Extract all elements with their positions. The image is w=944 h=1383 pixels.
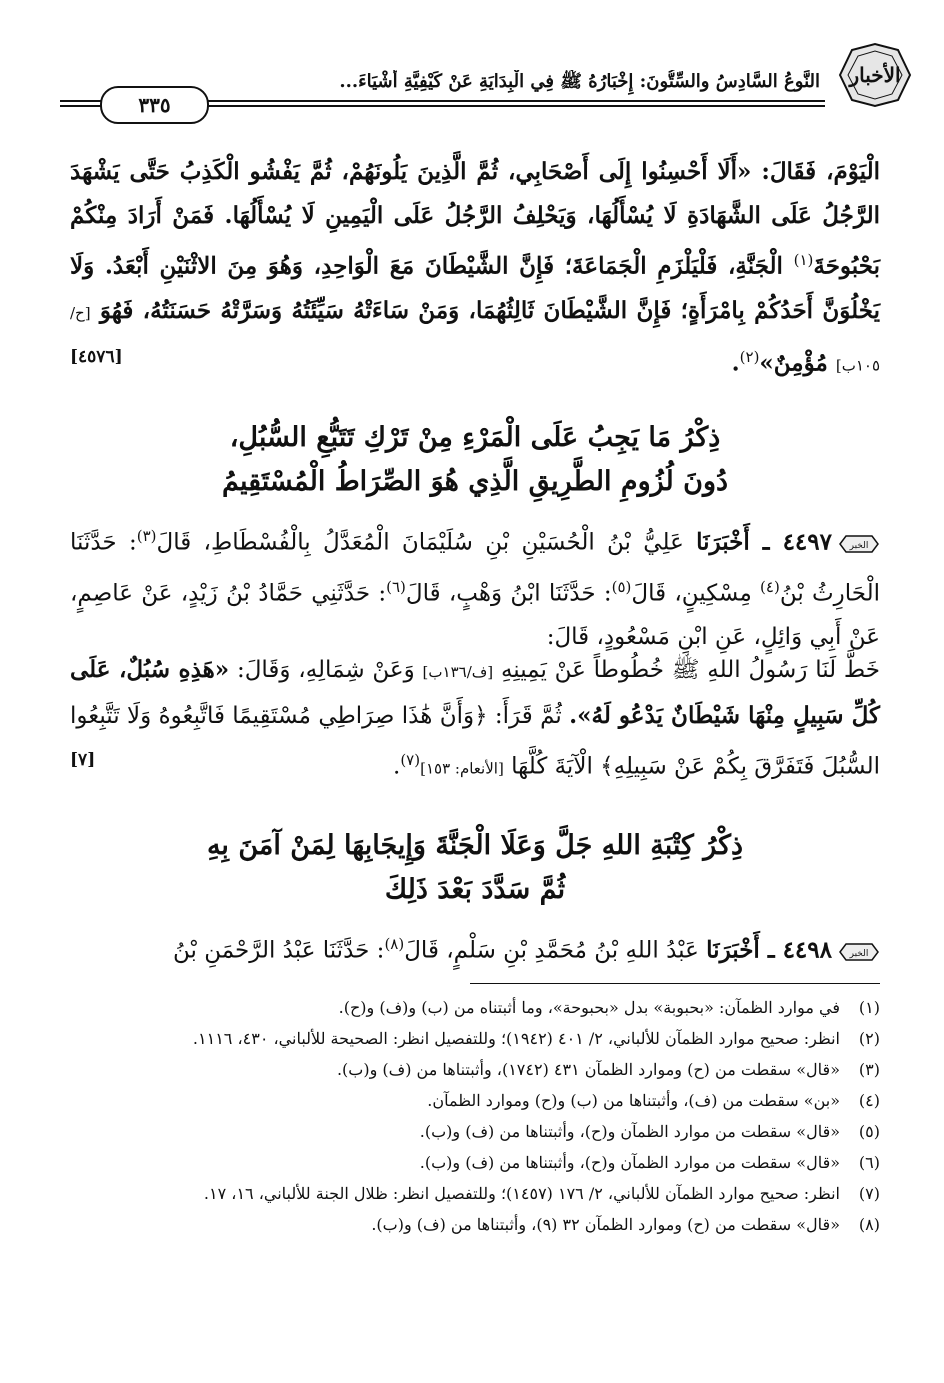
svg-text:الخبر: الخبر [849,948,869,959]
intro-text: الْجَنَّةِ، فَلْيَلْزَمِ الْجَمَاعَةَ؛ فَإِنَّ الشَّيْطَانَ مَعَ الْوَاحِدِ، وَهُوَ مِنَ الاثْنَيْنِ أَبْعَدُ. وَلَا يَخْلُوَنَّ أَحَدُكُمْ بِامْرَأَةٍ؛ فَإِنَّ الشَّيْطَانَ ثَالِثُهُمَا، وَمَنْ سَاءَتْهُ سَيِّئَتُهُ وَسَرَّتْهُ حَسَنَتُهُ، فَهُوَ [70,252,880,324]
footnote-number: (٨) [858,1215,880,1234]
matn-text: خَطَّ لَنَا رَسُولُ اللهِ ﷺ خُطُوطاً عَنْ يَمِينِهِ [500,657,880,683]
prophetic-saying: «هَذِهِ سُبُلٌ، عَلَى كُلِّ سَبِيلٍ مِنْهَا شَيْطَانٌ يَدْعُو لَهُ». [70,656,880,729]
footnote-text: «قال» سقطت من موارد الظمآن و(ح)، وأثبتناها من (ف) و(ب). [419,1122,840,1141]
section-heading-line: دُونَ لُزُومِ الطَّرِيقِ الَّذِي هُوَ الصِّرَاطُ الْمُسْتَقِيمُ [221,466,729,497]
footnote-ref: (٧) [400,751,421,769]
isnad-text: : حَدَّثَنَا عَبْدُ الرَّحْمَنِ بْنُ [173,937,385,964]
chapter-badge [830,40,920,110]
matn-text: الْآيَةَ كُلَّهَا [503,753,601,780]
footnote-text: «قال» سقطت من موارد الظمآن و(ح)، وأثبتناها من (ف) و(ب). [419,1153,840,1172]
isnad-text: : حَدَّثَنَا الْحَارِثُ بْنُ [70,529,881,607]
svg-text:الخبر: الخبر [849,540,869,551]
akhbar-ornament-icon [838,533,880,555]
footnote-number: (٢) [858,1029,880,1048]
intro-text: مُؤْمِنٌ» [759,349,836,377]
badge-label: الأخبار [849,63,901,87]
hadith-ref: [٤٥٧٦] [70,346,123,367]
footnote-text: «قال» سقطت من (ح) وموارد الظمآن ٤٣١ (١٧٤٢)، وأثبتناها من (ف) و(ب). [336,1060,840,1079]
hadith-4497-matn: خَطَّ لَنَا رَسُولُ اللهِ ﷺ خُطُوطاً عَنْ يَمِينِهِ [ف/١٣٦ب] وَعَنْ شِمَالِهِ، وَقَالَ: «هَذِهِ سُبُلٌ، عَلَى كُلِّ سَبِيلٍ مِنْهَا شَيْطَانٌ يَدْعُو لَهُ». ثُمَّ قَرَأَ: ﴿وَأَنَّ هَٰذَا صِرَاطِي مُسْتَقِيمًا فَاتَّبِعُوهُ وَلَا تَتَّبِعُوا السُّبُلَ فَتَفَرَّقَ بِكُمْ عَنْ سَبِيلِهِ﴾ الْآيَةَ كُلَّهَا [الأنعام: ١٥٣]$^{(٧)}$. [٧] [70,648,880,791]
hadith-4498-isnad [70,922,880,973]
footnote-number: (٧) [858,1184,880,1203]
section-heading-2 [70,824,880,912]
footnote-item [70,1117,880,1146]
isnad-text: : حَدَّثَنِي حَمَّادُ بْنُ زَيْدٍ، عَنْ عَاصِمٍ، عَنْ أَبِي وَائِلٍ، عَنِ ابْنِ مَسْعُودٍ، قَالَ: [70,580,880,651]
intro-paragraph: الْيَوْمَ، فَقَالَ: «أَلَا أَحْسِنُوا إِلَى أَصْحَابِي، ثُمَّ الَّذِينَ يَلُونَهُمْ، ثُمَّ يَفْشُو الْكَذِبُ حَتَّى يَشْهَدَ الرَّجُلُ عَلَى الشَّهَادَةِ لَا يُسْأَلُهَا، وَيَحْلِفُ الرَّجُلُ عَلَى الْيَمِينِ لَا يُسْأَلُهَا. فَمَنْ أَرَادَ مِنْكُمْ بَحْبُوحَةَ$^{(١)}$ الْجَنَّةِ، فَلْيَلْزَمِ الْجَمَاعَةَ؛ فَإِنَّ الشَّيْطَانَ مَعَ الْوَاحِدِ، وَهُوَ مِنَ الاثْنَيْنِ أَبْعَدُ. وَلَا يَخْلُوَنَّ أَحَدُكُمْ بِامْرَأَةٍ؛ فَإِنَّ الشَّيْطَانَ ثَالِثُهُمَا، وَمَنْ سَاءَتْهُ سَيِّئَتُهُ وَسَرَّتْهُ حَسَنَتُهُ، فَهُوَ [ح/١٠٥ب] مُؤْمِنٌ»$^{(٢)}$. [٤٥٧٦] [70,150,880,387]
footnote-item [70,1210,880,1239]
page-header [60,40,920,124]
footnote-separator [470,983,880,984]
hadith-4497-isnad [70,514,880,659]
footnote-text: «قال» سقطت من (ح) وموارد الظمآن ٣٢ (٩)، وأثبتناها من (ف) و(ب). [371,1215,840,1234]
footnote-ref: (٢) [739,347,760,366]
footnote-text: «بن» سقطت من (ف)، وأثبتناها من (ب) و(ح) وموارد الظمآن. [427,1091,840,1110]
footnote-number: (٤) [858,1091,880,1110]
footnote-item [70,1086,880,1115]
footnote-number: (٥) [858,1122,880,1141]
footnote-number: (١) [858,998,880,1017]
quran-verse: ﴿وَأَنَّ هَٰذَا صِرَاطِي مُسْتَقِيمًا فَاتَّبِعُوهُ وَلَا تَتَّبِعُوا السُّبُلَ فَتَفَرَّقَ بِكُمْ عَنْ سَبِيلِهِ﴾ [70,703,880,780]
akhbarana-label: ـ أَخْبَرَنَا [696,528,783,556]
isnad-text: مِسْكِينٍ، قَالَ [631,580,761,607]
section-heading-line: ثُمَّ سَدَّدَ بَعْدَ ذَلِكَ [384,874,566,905]
footnote-item [70,1179,880,1208]
footnote-number: (٣) [858,1060,880,1079]
isnad-text: عَبْدُ اللهِ بْنُ مُحَمَّدِ بْنِ سَلْمٍ، قَالَ [404,937,707,964]
footnotes [70,993,880,1241]
running-title: النَّوعُ السَّادِسُ والسِّتُّونَ: إِخْبَارُهُ ﷺ فِي الْبِدَايَةِ عَنْ كَيْفِيَّةِ أَشْيَاءَ... [339,71,820,92]
matn-text: ثُمَّ قَرَأَ: [487,703,570,729]
hadith-number: ٤٤٩٨ [782,936,832,964]
akhbar-ornament-icon [838,941,880,963]
section-heading-line: ذِكْرُ مَا يَجِبُ عَلَى الْمَرْءِ مِنْ تَرْكِ تَتَبُّعِ السُّبُلِ، [229,422,721,453]
intro-text: الْيَوْمَ، فَقَالَ: «أَلَا أَحْسِنُوا إِلَى أَصْحَابِي، ثُمَّ الَّذِينَ يَلُونَهُمْ، ثُمَّ يَفْشُو الْكَذِبُ حَتَّى يَشْهَدَ الرَّجُلُ عَلَى الشَّهَادَةِ لَا يُسْأَلُهَا، وَيَحْلِفُ الرَّجُلُ عَلَى الْيَمِينِ لَا يُسْأَلُهَا. فَمَنْ أَرَادَ مِنْكُمْ بَحْبُوحَةَ [70,158,880,280]
manuscript-ref: [ف/١٣٦ب] [422,663,494,681]
footnote-ref: (٥) [611,577,632,596]
footnote-text: انظر: صحيح موارد الظمآن للألباني، ٢/ ٤٠١ (١٩٤٢)؛ وللتفصيل انظر: الصحيحة للألباني، ٤٣٠، ١١١٦. [192,1029,840,1048]
section-heading-1 [70,416,880,504]
hadith-number: ٤٤٩٧ [782,528,832,556]
footnote-ref: (٦) [386,577,406,596]
footnote-item [70,993,880,1022]
isnad-text: : حَدَّثَنَا ابْنُ وَهْبٍ، قَالَ [405,580,612,607]
page-number: ٣٣٥ [100,86,209,124]
isnad-text: عَلِيُّ بْنُ الْحُسَيْنِ بْنِ سُلَيْمَانَ الْمُعَدَّلُ بِالْفُسْطَاطِ، قَالَ [156,529,697,556]
quran-ref: [الأنعام: ١٥٣] [420,759,504,778]
footnote-ref: (٣) [136,527,157,545]
footnote-item [70,1055,880,1084]
footnote-item [70,1148,880,1177]
akhbarana-label: ـ أَخْبَرَنَا [706,936,783,964]
footnote-text: في موارد الظمآن: «بحبوبة» بدل «بحبوحة»، وما أثبتناه من (ب) و(ف) و(ح). [338,998,840,1017]
hadith-ref: [٧] [70,750,96,770]
manuscript-ref: [ح/١٠٥ب] [70,303,880,375]
footnote-text: انظر: صحيح موارد الظمآن للألباني، ٢/ ١٧٦ (١٤٥٧)؛ وللتفصيل انظر: ظلال الجنة للألباني، ١٦، ١٧. [203,1184,840,1203]
footnote-item [70,1024,880,1053]
footnote-ref: (٤) [760,577,780,596]
footnote-ref: (١) [793,251,814,269]
footnote-ref: (٨) [384,935,405,953]
footnote-number: (٦) [858,1153,880,1172]
matn-text: وَعَنْ شِمَالِهِ، وَقَالَ: [229,657,423,683]
section-heading-line: ذِكْرُ كِتْبَةِ اللهِ جَلَّ وَعَلَا الْجَنَّةَ وَإِيجَابِهَا لِمَنْ آمَنَ بِهِ [206,830,744,861]
